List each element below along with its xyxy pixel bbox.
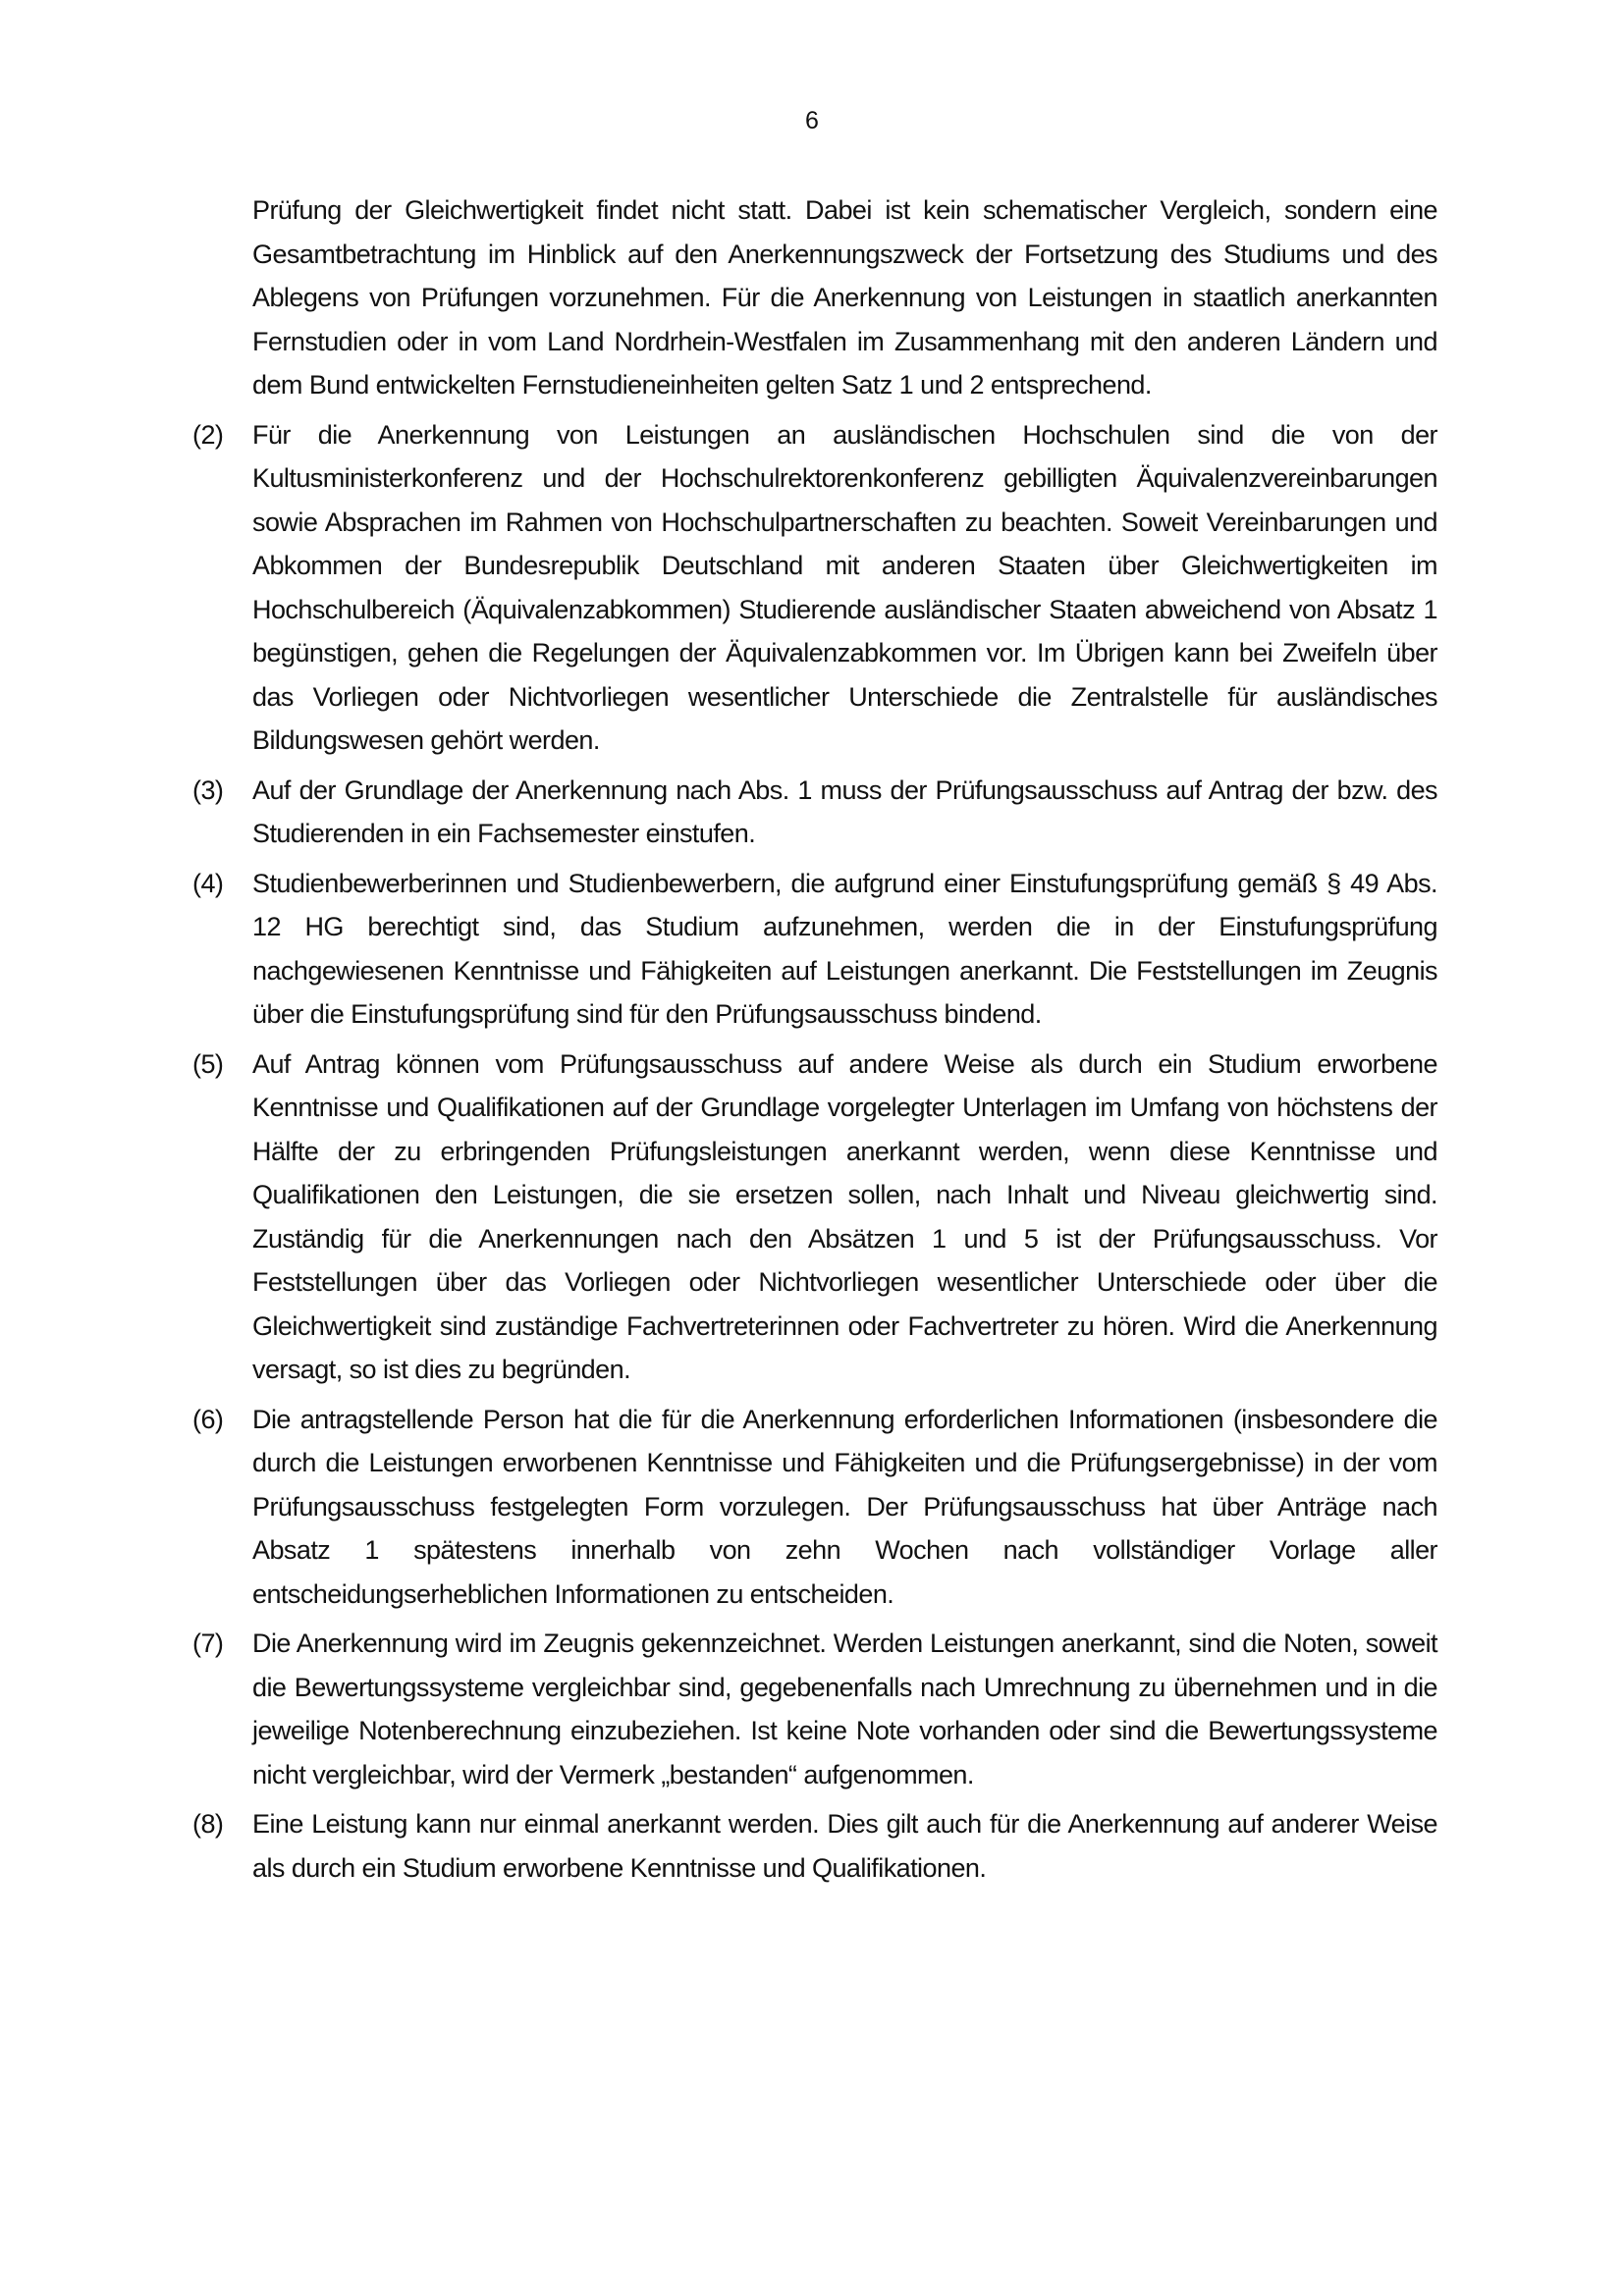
- page-number: 6: [805, 107, 819, 134]
- paragraph-number: (5): [192, 1048, 224, 1079]
- paragraph-6: [192, 1398, 1437, 1617]
- paragraph-number: (2): [192, 419, 224, 450]
- document-body: [192, 188, 1437, 1890]
- paragraph-number: (3): [192, 774, 224, 805]
- paragraph-text: Für die Anerkennung von Leistungen an ausländischen Hochschulen sind die von der Kultusministerkonferenz und der Hochschulrektorenkonferenz gebilligten Äquivalenzvereinbarungen sowie Absprachen im Rahmen von Hochschulpartnerschaften zu beachten. Soweit Vereinbarungen und Abkommen der Bundesrepublik Deutschland mit anderen Staaten über Gleichwertigkeiten im Hochschulbereich (Äquivalenzabkommen) Studierende ausländischer Staaten abweichend von Absatz 1 begünstigen, gehen die Regelungen der Äquivalenzabkommen vor. Im Übrigen kann bei Zweifeln über das Vorliegen oder Nichtvorliegen wesentlicher Unterschiede die Zentralstelle für ausländisches Bildungswesen gehört werden.: [252, 419, 1437, 755]
- paragraph-3: [192, 769, 1437, 856]
- paragraph-text: Die Anerkennung wird im Zeugnis gekennzeichnet. Werden Leistungen anerkannt, sind die Noten, soweit die Bewertungssysteme vergleichbar sind, gegebenenfalls nach Umrechnung zu übernehmen und in die jeweilige Notenberechnung einzubeziehen. Ist keine Note vorhanden oder sind die Bewertungssysteme nicht vergleichbar, wird der Vermerk „bestanden“ aufgenommen.: [252, 1629, 1437, 1789]
- paragraph-number: (8): [192, 1809, 224, 1839]
- paragraph-text: Die antragstellende Person hat die für die Anerkennung erforderlichen Informationen (insbesondere die durch die Leistungen erworbenen Kenntnisse und Fähigkeiten und die Prüfungsergebnisse) in der vom Prüfungsausschuss festgelegten Form vorzulegen. Der Prüfungsausschuss hat über Anträge nach Absatz 1 spätestens innerhalb von zehn Wochen nach vollständiger Vorlage aller entscheidungserheblichen Informationen zu entscheiden.: [252, 1404, 1437, 1609]
- continued-paragraph: Prüfung der Gleichwertigkeit findet nicht statt. Dabei ist kein schematischer Vergleich, sondern eine Gesamtbetrachtung im Hinblick auf den Anerkennungszweck der Fortsetzung des Studiums und des Ablegens von Prüfungen vorzunehmen. Für die Anerkennung von Leistungen in staatlich anerkannten Fernstudien oder in vom Land Nordrhein-Westfalen im Zusammenhang mit den anderen Ländern und dem Bund entwickelten Fernstudieneinheiten gelten Satz 1 und 2 entsprechend.: [252, 195, 1437, 400]
- paragraph-7: [192, 1622, 1437, 1796]
- paragraph-text: Auf Antrag können vom Prüfungsausschuss auf andere Weise als durch ein Studium erworbene Kenntnisse und Qualifikationen auf der Grundlage vorgelegter Unterlagen im Umfang von höchstens der Hälfte der zu erbringenden Prüfungsleistungen anerkannt werden, wenn diese Kenntnisse und Qualifikationen den Leistungen, die sie ersetzen sollen, nach Inhalt und Niveau gleichwertig sind. Zuständig für die Anerkennungen nach den Absätzen 1 und 5 ist der Prüfungsausschuss. Vor Feststellungen über das Vorliegen oder Nichtvorliegen wesentlicher Unterschiede oder über die Gleichwertigkeit sind zuständige Fachvertreterinnen oder Fachvertreter zu hören. Wird die Anerkennung versagt, so ist dies zu begründen.: [252, 1048, 1437, 1384]
- paragraph-4: [192, 862, 1437, 1037]
- paragraph-text: Studienbewerberinnen und Studienbewerbern, die aufgrund einer Einstufungsprüfung gemäß § 49 Abs. 12 HG berechtigt sind, das Studium aufzunehmen, werden die in der Einstufungsprüfung nachgewiesenen Kenntnisse und Fähigkeiten auf Leistungen anerkannt. Die Feststellungen im Zeugnis über die Einstufungsprüfung sind für den Prüfungsausschuss bindend.: [252, 868, 1437, 1029]
- paragraph-number: (4): [192, 868, 224, 898]
- paragraph-text: Auf der Grundlage der Anerkennung nach Abs. 1 muss der Prüfungsausschuss auf Antrag der bzw. des Studierenden in ein Fachsemester einstufen.: [252, 774, 1437, 848]
- paragraph-number: (7): [192, 1629, 224, 1658]
- paragraph-text: Eine Leistung kann nur einmal anerkannt werden. Dies gilt auch für die Anerkennung auf anderer Weise als durch ein Studium erworbene Kenntnisse und Qualifikationen.: [252, 1809, 1437, 1883]
- paragraph-2: [192, 413, 1437, 763]
- paragraph-8: [192, 1802, 1437, 1890]
- paragraph-number: (6): [192, 1404, 224, 1434]
- paragraph-5: [192, 1042, 1437, 1392]
